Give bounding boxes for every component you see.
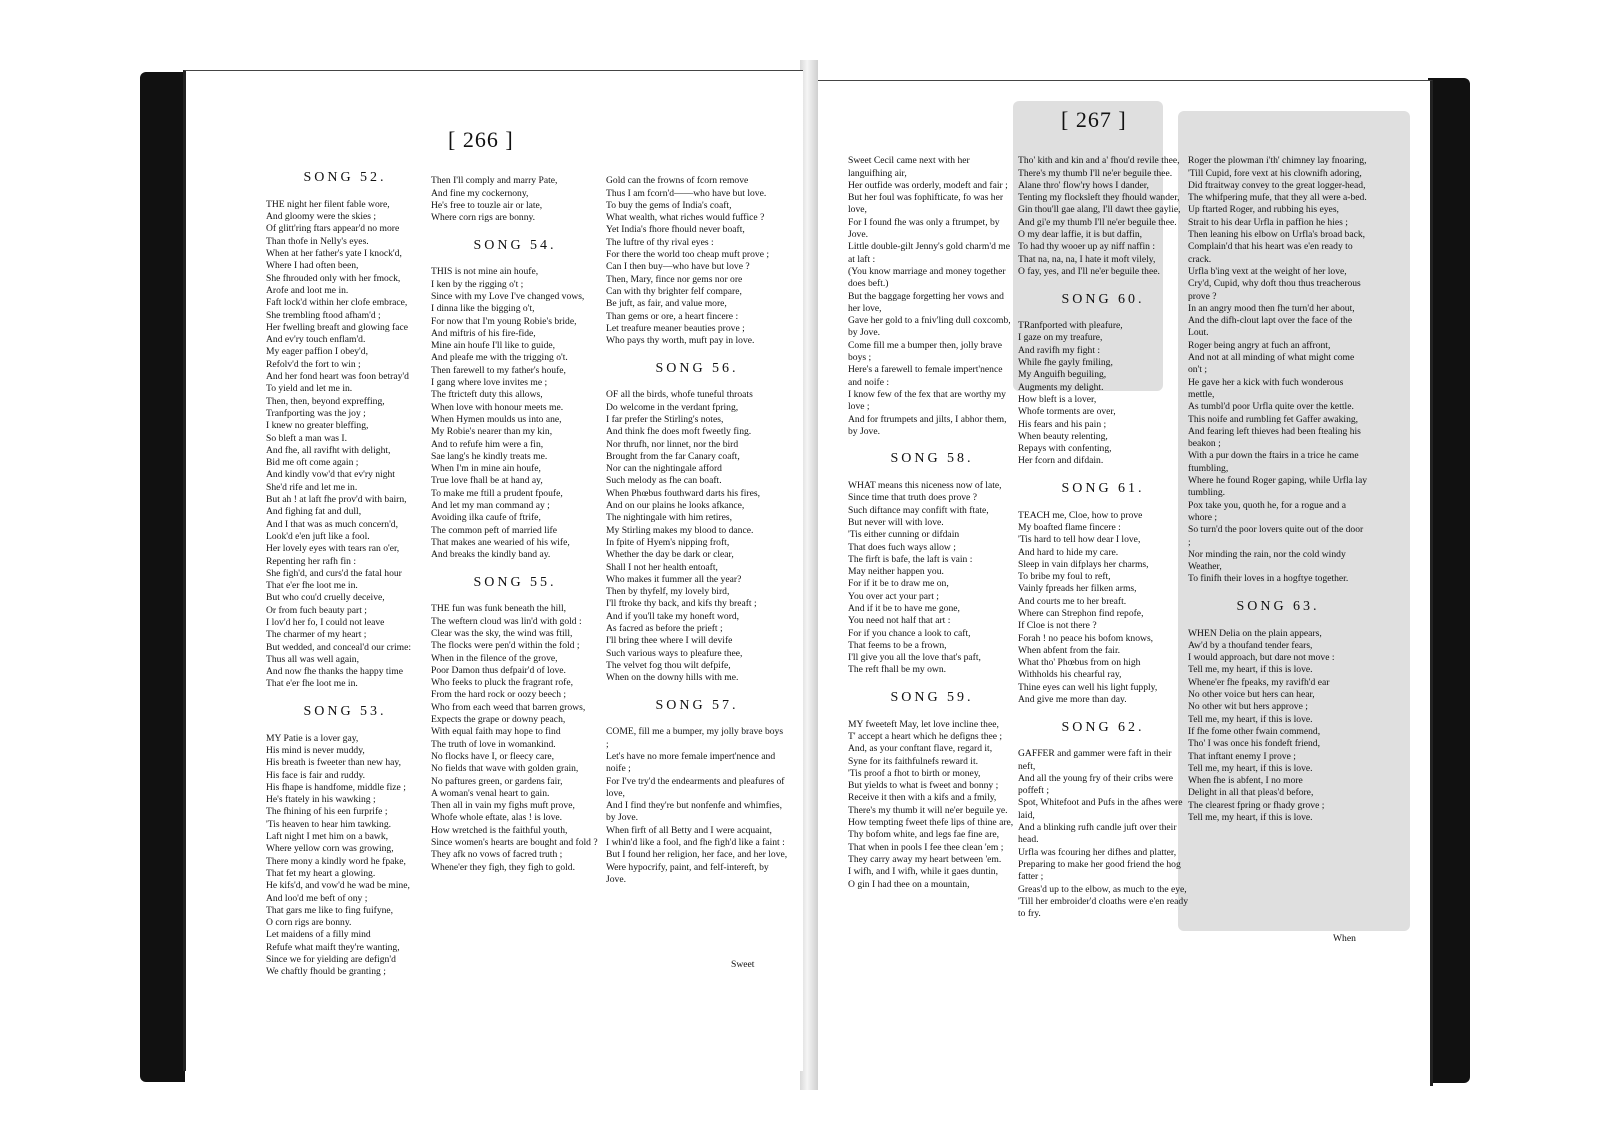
song-text: TEACH me, Cloe, how to prove My boafted flame fincere : 'Tis hard to tell how dear I love, And hard to hide my care. Sleep in vain difplays her charms, To bribe my foul to reft, Vainly fpreads her filken arms, And courts me to her breaft. Where can Strephon find repofe, If Cloe is not there ? Forah ! no peace his bofom knows, When abfent from the fair. What tho' Phœbus from on high Withholds his chearful ray, Thine eyes can well his light fupply, And give me more than day. — [1018, 509, 1158, 706]
right-column-3 — [1188, 143, 1368, 837]
left-book-edge — [140, 72, 185, 1082]
right-page-number: [ 267 ] — [1061, 107, 1127, 132]
left-column-2 — [431, 163, 599, 886]
right-book-edge — [1428, 78, 1470, 1083]
song-text: THIS is not mine ain houfe, I ken by the rigging o't ; Since with my Love I've changed vows, I dinna like the bigging o't, For now that I'm young Robie's bride, And miftris of his fire-fide, Mine ain houfe I'll like to guide, And pleafe me with the trigging o't. Then farewell to my father's houfe, I gang where love invites me ; The ftricteft duty this allows, When love with honour meets me. When Hymen moulds us into ane, My Robie's nearer than my kin, And to refufe him were a fin, Sae lang's he kindly treats me. When I'm in mine ain houfe, True love fhall be at hand ay, To make me ftill a prudent fpoufe, And let my man command ay ; Avoiding ilka caufe of ftrife, The common peft of married life That makes ane wearied of his wife, And breaks the kindly band ay. — [431, 266, 585, 561]
left-catchword: Sweet — [731, 959, 755, 970]
song-heading: SONG 55. — [473, 574, 557, 590]
left-page-number: [ 266 ] — [448, 127, 514, 152]
song-heading: SONG 59. — [890, 690, 974, 706]
song-text: OF all the birds, whofe tuneful throats Do welcome in the verdant fpring, I far prefer the Stirling's notes, And think fhe does moft fweetly fing. Nor thrufh, nor linnet, nor the bird Brought from the far Canary coaft, Nor can the nightingale afford Such melody as fhe can boaft. When Phœbus fouthward darts his fires, And on our plains he looks afkance, The nightingale with him retires, My Stirling makes my blood to dance. In fpite of Hyem's nipping froft, Whether the day be dark or clear, Shall I not her health entoaft, Who makes it fummer all the year? Then by thyfelf, my lovely bird, I'll ftroke thy back, and kifs thy breaft ; And if you'll take my honeft word, As facred as before the prieft ; I'll bring thee where I will devife Such various ways to pleafure thee, The velvet fog thou wilt defpife, When on the downy hills with me. — [606, 389, 761, 684]
song-text: Roger the plowman i'th' chimney lay fnoaring, 'Till Cupid, fore vext at his clownifh adoring, Did ftraitway convey to the great logger-head, The whifpering mufe, that they all were a-bed. Up ftarted Roger, and rubbing his eyes, Strait to his dear Urfla in paffion he hies ; Then leaning his elbow on Urfla's broad back, Complain'd that his heart was e'en ready to crack. Urfla b'ing vext at the weight of her love, Cry'd, Cupid, why doft thou thus treacherous prove ? In an angry mood then fhe turn'd her about, And the difh-clout lapt over the face of the Lout. Roger being angry at fuch an affront, And not at all minding of what might come on't ; He gave her a kick with fuch wonderous mettle, As tumbl'd poor Urfla quite over the kettle. This noife and rumbling fet Gaffer awaking, And fearing left thieves had been ftealing his beakon ; With a pur down the ftairs in a trice he came ftumbling, Where he found Roger gaping, while Urfla lay tumbling. Pox take you, quoth he, for a rogue and a whore ; So turn'd the poor lovers quite out of the door ; Nor minding the rain, nor the cold windy Weather, To finifh their loves in a hogftye together. — [1188, 155, 1368, 585]
song-heading: SONG 61. — [1061, 481, 1145, 497]
song-text: WHEN Delia on the plain appears, Aw'd by a thoufand tender fears, I would approach, but dare not move : Tell me, my heart, if this is love. Whene'er fhe fpeaks, my ravifh'd ear No other voice but hers can hear, No other wit but hers approve ; Tell me, my heart, if this is love. If fhe fome other fwain commend, Tho' I was once his fondeft friend, That inftant enemy I prove ; Tell me, my heart, if this is love. When fhe is abfent, I no more Delight in all that pleas'd before, The clearest fpring or fhady grove ; Tell me, my heart, if this is love. — [1188, 627, 1335, 824]
song-heading: SONG 57. — [655, 697, 739, 713]
song-text: WHAT means this niceness now of late, Since time that truth does prove ? Such diftance may confift with ftate, But never will with love. 'Tis either cunning or difdain That does fuch ways allow ; The firft is bafe, the laft is vain : May neither happen you. For if it be to draw me on, You over act your part ; And if it be to have me gone, You need not half that art : For if you chance a look to caft, That feems to be a frown, I'll give you all the love that's paft, The reft fhall be my own. — [848, 480, 1002, 676]
song-heading: SONG 63. — [1236, 598, 1320, 614]
left-column-1 — [266, 157, 424, 991]
song-text: Then I'll comply and marry Pate, And fine my cockernony, He's free to touzle air or late, Where corn rigs are bonny. — [431, 175, 558, 224]
song-heading: SONG 62. — [1061, 719, 1145, 735]
right-column-1 — [848, 143, 1016, 903]
song-heading: SONG 60. — [1061, 291, 1145, 307]
right-catchword: When — [1333, 933, 1356, 944]
song-text: Sweet Cecil came next with her languifhing air, Her outfide was orderly, modeft and fair ; But her foul was fophifticate, fo was her love, For I found fhe was only a ftrumpet, by Jove. Little double-gilt Jenny's gold charm'd me at laft : (You know marriage and money together does beft.) But the baggage forgetting her vows and her love, Gave her gold to a fniv'ling dull coxcomb, by Jove. Come fill me a bumper then, jolly brave boys ; Here's a farewell to female impert'nence and noife : I know few of the fex that are worthy my love ; And for ftrumpets and jilts, I abhor them, by Jove. — [848, 155, 1011, 437]
song-text: Gold can the frowns of fcorn remove Thus I am fcorn'd——who have but love. To buy the gems of India's coaft, What wealth, what riches would fuffice ? Yet India's fhore fhould never boaft, The luftre of thy rival eyes : For there the world too cheap muft prove ; Can I then buy—who have but love ? Then, Mary, fince nor gems nor ore Can with thy brighter felf compare, Be juft, as fair, and value more, Than gems or ore, a heart fincere : Let treafure meaner beauties prove ; Who pays thy worth, muft pay in love. — [606, 175, 770, 347]
song-text: MY fweeteft May, let love incline thee, T' accept a heart which he defigns thee ; And, as your conftant flave, regard it, Syne for its faithfulnefs reward it. 'Tis proof a fhot to birth or money, But yields to what is fweet and bonny ; Receive it then with a kifs and a fmily, There's my thumb it will ne'er beguile ye. How tempting fweet thefe lips of thine are, Thy bofom white, and legs fae fine are, That when in pools I fee thee clean 'em ; They carry away my heart between 'em. I wifh, and I wifh, while it gaes duntin, O gin I had thee on a mountain, — [848, 718, 1014, 890]
song-heading: SONG 53. — [303, 704, 387, 720]
song-heading: SONG 52. — [303, 170, 387, 186]
song-text: THE fun was funk beneath the hill, The weftern cloud was lin'd with gold : Clear was the sky, the wind was ftill, The flocks were pen'd within the fold ; When in the filence of the grove, Poor Damon thus defpair'd of love. Who feeks to pluck the fragrant rofe, From the hard rock or oozy beech ; Who from each weed that barren grows, Expects the grape or downy peach, With equal faith may hope to find The truth of love in womankind. No flocks have I, or fleecy care, No fields that wave with golden grain, No paftures green, or gardens fair, A woman's venal heart to gain. Then all in vain my fighs muft prove, Whofe whole eftate, alas ! is love. How wretched is the faithful youth, Since women's hearts are bought and fold ? They afk no vows of facred truth ; Whene'er they figh, they figh to gold. — [431, 603, 598, 873]
song-heading: SONG 56. — [655, 360, 739, 376]
song-text: TRanfported with pleafure, I gaze on my treafure, And ravifh my fight : While fhe gayly fmiling, My Anguifh beguiling, Augments my delight. How bleft is a lover, Whofe torments are over, His fears and his pain ; When beauty relenting, Repays with confenting, Her fcorn and difdain. — [1018, 320, 1123, 467]
song-text: THE night her filent fable wore, And gloomy were the skies ; Of glitt'ring ftars appear'd no more Than thofe in Nelly's eyes. When at her father's yate I knock'd, Where I had often been, She fhrouded only with her fmock, Arofe and loot me in. Faft lock'd within her clofe embrace, She trembling ftood afham'd ; Her fwelling breaft and glowing face And ev'ry touch enflam'd. My eager paffion I obey'd, Refolv'd the fort to win ; And her fond heart was foon betray'd To yield and let me in. Then, then, beyond expreffing, Tranfporting was the joy ; I knew no greater bleffing, So bleft a man was I. And fhe, all ravifht with delight, Bid me oft come again ; And kindly vow'd that ev'ry night She'd rife and let me in. But ah ! at laft fhe prov'd with bairn, And fighing fat and dull, And I that was as much concern'd, Look'd e'en juft like a fool. Her lovely eyes with tears ran o'er, Repenting her rafh fin : She figh'd, and curs'd the fatal hour That e'er fhe loot me in. But who cou'd cruelly deceive, Or from fuch beauty part ; I lov'd her fo, I could not leave The charmer of my heart ; But wedded, and conceal'd our crime: Thus all was well again, And now fhe thanks the happy time That e'er fhe loot me in. — [266, 198, 412, 690]
song-text: COME, fill me a bumper, my jolly brave boys ; Let's have no more female impert'nence and noife ; For I've try'd the endearments and pleafures of love, And I find they're but nonfenfe and whimfies, by Jove. When firft of all Betty and I were acquaint, I whin'd like a fool, and fhe figh'd like a faint : But I found her religion, her face, and her love, Were hypocrify, paint, and felf-intereft, by Jove. — [606, 726, 788, 885]
song-text: Tho' kith and kin and a' fhou'd revile thee, There's my thumb I'll ne'er beguile thee. Alane thro' flow'ry hows I dander, Tenting my flocksleft they fhould wander, Gin thou'll gae alang, I'll dawt thee gaylie, And gi'e my thumb I'll ne'er beguile thee. O my dear laffie, it is but daffin, To had thy wooer up ay niff naffin : That na, na, na, I hate it moft vilely, O fay, yes, and I'll ne'er beguile thee. — [1018, 155, 1181, 277]
song-heading: SONG 58. — [890, 451, 974, 467]
song-text: GAFFER and gammer were faft in their neft, And all the young fry of their cribs were poffeft ; Spot, Whitefoot and Pufs in the afhes were laid, And a blinking rufh candle juft over their head. Urfla was fcouring her difhes and platter, Preparing to make her good friend the hog fatter ; Greas'd up to the elbow, as much to the eye, 'Till her embroider'd cloaths were e'en ready to fry. — [1018, 748, 1188, 920]
song-text: MY Patie is a lover gay, His mind is never muddy, His breath is fweeter than new hay, His face is fair and ruddy. His fhape is handfome, middle fize ; He's ftately in his wawking ; The fhining of his een furprife ; 'Tis heaven to hear him tawking. Laft night I met him on a bawk, Where yellow corn was growing, There mony a kindly word he fpake, That fet my heart a glowing. He kifs'd, and vow'd he wad be mine, And loo'd me beft of ony ; That gars me like to fing fuifyne, O corn rigs are bonny. Let maidens of a filly mind Refufe what maift they're wanting, Since we for yielding are defign'd We chaftly fhould be granting ; — [266, 732, 410, 978]
song-heading: SONG 54. — [473, 237, 557, 253]
left-column-3 — [606, 163, 788, 899]
right-column-2 — [1018, 143, 1188, 933]
right-page — [818, 80, 1433, 1086]
left-page — [183, 70, 803, 1071]
